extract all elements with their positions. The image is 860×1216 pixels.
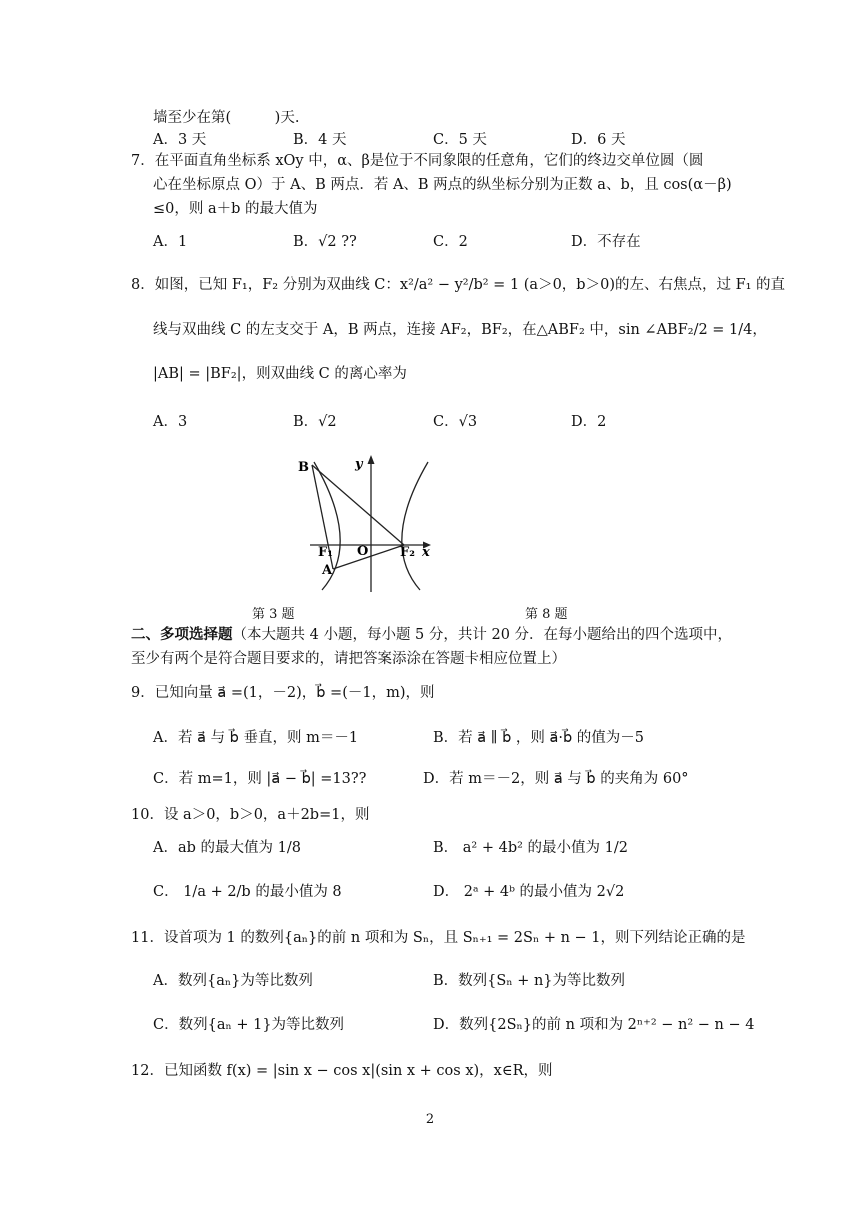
q7-line3: ≤0，则 a＋b 的最大值为: [153, 201, 318, 217]
q11-option-c: C．数列{aₙ + 1}为等比数列: [153, 1017, 345, 1033]
q8-option-d: D．2: [571, 414, 607, 430]
line-A-F2: [333, 545, 404, 569]
hyperbola-figure: [292, 452, 452, 592]
q11-option-a: A．数列{aₙ}为等比数列: [153, 973, 313, 989]
q10-option-a: A．ab 的最大值为 1/8: [153, 840, 301, 856]
section2-instructions-1: （本大题共 4 小题，每小题 5 分，共计 20 分．在每小题给出的四个选项中，: [232, 627, 733, 643]
q10-stem: 10．设 a＞0，b＞0，a＋2b=1，则: [131, 807, 370, 823]
q8-option-c: C．√3: [433, 414, 478, 430]
q6-option-b: B．4 天: [293, 132, 347, 148]
q6-option-a: A．3 天: [153, 132, 207, 148]
q9-option-a: A．若 a⃗ 与 b⃗ 垂直，则 m＝－1: [153, 730, 359, 746]
q7-line2: 心在坐标原点 O）于 A、B 两点．若 A、B 两点的纵坐标分别为正数 a、b，且 cos(α－β): [153, 177, 732, 193]
label-x: x: [422, 545, 430, 560]
q11-option-d: D．数列{2Sₙ}的前 n 项和为 2ⁿ⁺² − n² − n − 4: [433, 1017, 755, 1033]
q8-line1: 8．如图，已知 F₁，F₂ 分别为双曲线 C：x²/a² − y²/b² = 1 (a＞0，b＞0)的左、右焦点，过 F₁ 的直: [131, 277, 786, 293]
page-number: 2: [425, 1112, 435, 1127]
q11-option-b: B．数列{Sₙ + n}为等比数列: [433, 973, 626, 989]
q7-line1: 7．在平面直角坐标系 xOy 中，α、β是位于不同象限的任意角，它们的终边交单位圆（圆: [131, 153, 704, 169]
q11-stem: 11．设首项为 1 的数列{aₙ}的前 n 项和为 Sₙ，且 Sₙ₊₁ = 2Sₙ + n − 1，则下列结论正确的是: [131, 930, 746, 946]
q9-stem: 9．已知向量 a⃗ =(1，－2)，b⃗ =(－1，m)，则: [131, 685, 435, 701]
label-F2: F₂: [400, 545, 415, 560]
q7-option-b: B．√2 ??: [293, 234, 357, 250]
y-axis-arrow: [368, 455, 375, 464]
q7-option-d: D．不存在: [571, 234, 641, 250]
label-F1: F₁: [318, 545, 333, 560]
caption-question-3: 第 3 题: [252, 607, 295, 622]
hyperbola-right-branch: [402, 462, 428, 590]
q8-line2: 线与双曲线 C 的左支交于 A，B 两点，连接 AF₂，BF₂，在△ABF₂ 中，sin ∠ABF₂/2 = 1/4，: [153, 322, 767, 338]
q12-stem: 12．已知函数 f(x) = |sin x − cos x|(sin x + cos x)，x∈R，则: [131, 1063, 553, 1079]
label-O: O: [357, 544, 369, 559]
label-y: y: [355, 457, 363, 472]
section2-title: 二、多项选择题: [131, 626, 233, 643]
q6-option-c: C．5 天: [433, 132, 487, 148]
q9-option-d: D．若 m＝－2，则 a⃗ 与 b⃗ 的夹角为 60°: [423, 771, 689, 787]
q8-line3: |AB| = |BF₂|，则双曲线 C 的离心率为: [153, 366, 407, 382]
section2-instructions-2: 至少有两个是符合题目要求的，请把答案添涂在答题卡相应位置上）: [131, 651, 566, 667]
q8-option-b: B．√2: [293, 414, 337, 430]
q10-option-c: C． 1/a + 2/b 的最小值为 8: [153, 884, 342, 900]
q9-option-c: C．若 m=1，则 |a⃗ − b⃗| =13??: [153, 771, 367, 787]
label-B: B: [298, 460, 309, 475]
section2-header: [131, 625, 732, 645]
q10-option-d: D． 2ᵃ + 4ᵇ 的最小值为 2√2: [433, 884, 625, 900]
label-A: A: [322, 563, 333, 578]
q7-option-c: C．2: [433, 234, 468, 250]
q6-option-d: D．6 天: [571, 132, 626, 148]
q10-option-b: B． a² + 4b² 的最小值为 1/2: [433, 840, 628, 856]
caption-question-8: 第 8 题: [525, 607, 568, 622]
q6-tail: 墙至少在第( )天.: [153, 110, 300, 126]
q8-option-a: A．3: [153, 414, 188, 430]
q9-option-b: B．若 a⃗ ∥ b⃗ ，则 a⃗·b⃗ 的值为－5: [433, 730, 645, 746]
q7-option-a: A．1: [153, 234, 188, 250]
